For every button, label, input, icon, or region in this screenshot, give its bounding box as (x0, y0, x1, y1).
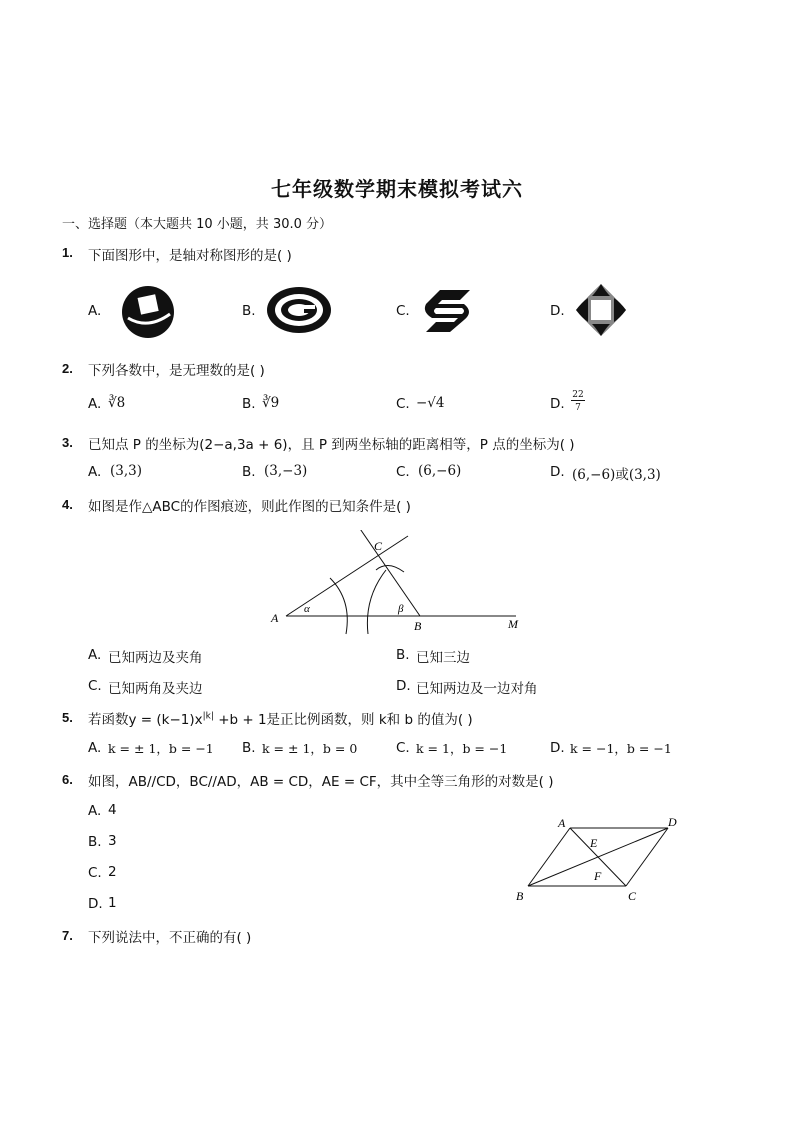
spiral-g-logo-icon (266, 286, 332, 334)
option-value: k = 1，b = −1 (416, 741, 508, 756)
section-heading: 一、选择题（本大题共 10 小题，共 30.0 分） (62, 217, 333, 232)
parallelogram-figure (508, 812, 688, 906)
option-value: (6,−6)或(3,3) (572, 467, 661, 483)
option-label: B. (242, 303, 256, 319)
option-value: ∛8 (108, 395, 126, 411)
option-value: (3,−3) (264, 463, 308, 479)
option-value: 3 (108, 833, 117, 849)
option-value: 1 (108, 895, 117, 911)
point-b-label: B (414, 619, 422, 633)
angle-alpha-label: α (304, 603, 310, 615)
point-c-label: C (374, 539, 383, 553)
point-e-label: E (590, 836, 598, 850)
option-label: D. (550, 303, 565, 319)
option-label: B. (396, 647, 410, 663)
option-label: A. (88, 464, 102, 480)
question-number: 6. (62, 772, 73, 787)
option-label: D. (550, 396, 565, 412)
option-label: A. (88, 396, 102, 412)
option-label: C. (396, 303, 410, 319)
question-text: 下列各数中，是无理数的是( ) (88, 363, 265, 379)
option-label: B. (242, 740, 256, 756)
point-a-label: A (271, 611, 279, 625)
point-m-label: M (508, 617, 518, 631)
option-value: (6,−6) (418, 463, 462, 479)
option-label: D. (396, 678, 411, 694)
diamond-logo-icon (574, 282, 628, 338)
point-c-label: C (628, 889, 637, 903)
fraction-denominator: 7 (575, 403, 581, 413)
question-number: 5. (62, 710, 73, 725)
coin-logo-icon (120, 284, 176, 340)
option-label: C. (396, 740, 410, 756)
question-text: 已知点 P 的坐标为(2−a,3a + 6)，且 P 到两坐标轴的距离相等，P 点的坐标为( ) (88, 437, 575, 453)
option-value: 已知两边及一边对角 (416, 681, 538, 697)
option-label: B. (88, 834, 102, 850)
option-value: 已知三边 (416, 650, 470, 666)
option-value: 4 (108, 802, 117, 818)
option-value: k = ± 1，b = −1 (108, 741, 214, 756)
triangle-construction-figure (268, 530, 528, 640)
option-label: A. (88, 303, 102, 319)
question-number: 1. (62, 245, 73, 260)
question-number: 4. (62, 497, 73, 512)
option-value: −√4 (416, 395, 445, 411)
option-label: D. (550, 740, 565, 756)
option-label: D. (88, 896, 103, 912)
point-b-label: B (516, 889, 524, 903)
point-a-label: A (558, 816, 566, 830)
option-label: C. (396, 464, 410, 480)
option-label: B. (242, 396, 256, 412)
page-title: 七年级数学期末模拟考试六 (271, 177, 523, 201)
question-text: 如图是作△ABC的作图痕迹，则此作图的已知条件是( ) (88, 499, 411, 515)
angle-beta-label: β (398, 603, 404, 615)
question-number: 7. (62, 928, 73, 943)
option-value: 已知两角及夹边 (108, 681, 203, 697)
option-value: 已知两边及夹角 (108, 650, 203, 666)
option-label: A. (88, 647, 102, 663)
option-value: k = −1，b = −1 (570, 741, 672, 756)
option-label: B. (242, 464, 256, 480)
option-value: 2 (108, 864, 117, 880)
point-d-label: D (668, 815, 677, 829)
question-text: 下列说法中，不正确的有( ) (88, 930, 252, 946)
option-value: (3,3) (110, 463, 143, 479)
option-label: C. (88, 678, 102, 694)
question-text: 如图，AB//CD，BC//AD，AB = CD，AE = CF，其中全等三角形的对数是( ) (88, 774, 554, 790)
option-label: D. (550, 464, 565, 480)
question-text: 若函数$y = (k-1)x^{|k|} +b + 1$是正比例函数，则 k和 b 的值为( ) (88, 711, 473, 728)
option-label: C. (396, 396, 410, 412)
fraction-numerator: 22 (572, 390, 584, 400)
option-label: C. (88, 865, 102, 881)
option-label: A. (88, 803, 102, 819)
point-f-label: F (594, 869, 602, 883)
option-label: A. (88, 740, 102, 756)
question-number: 2. (62, 361, 73, 376)
question-number: 3. (62, 435, 73, 450)
option-value: k = ± 1，b = 0 (262, 741, 358, 756)
option-value: ∛9 (262, 395, 280, 411)
question-text: 下面图形中，是轴对称图形的是( ) (88, 248, 292, 264)
s-logo-icon (420, 286, 476, 334)
